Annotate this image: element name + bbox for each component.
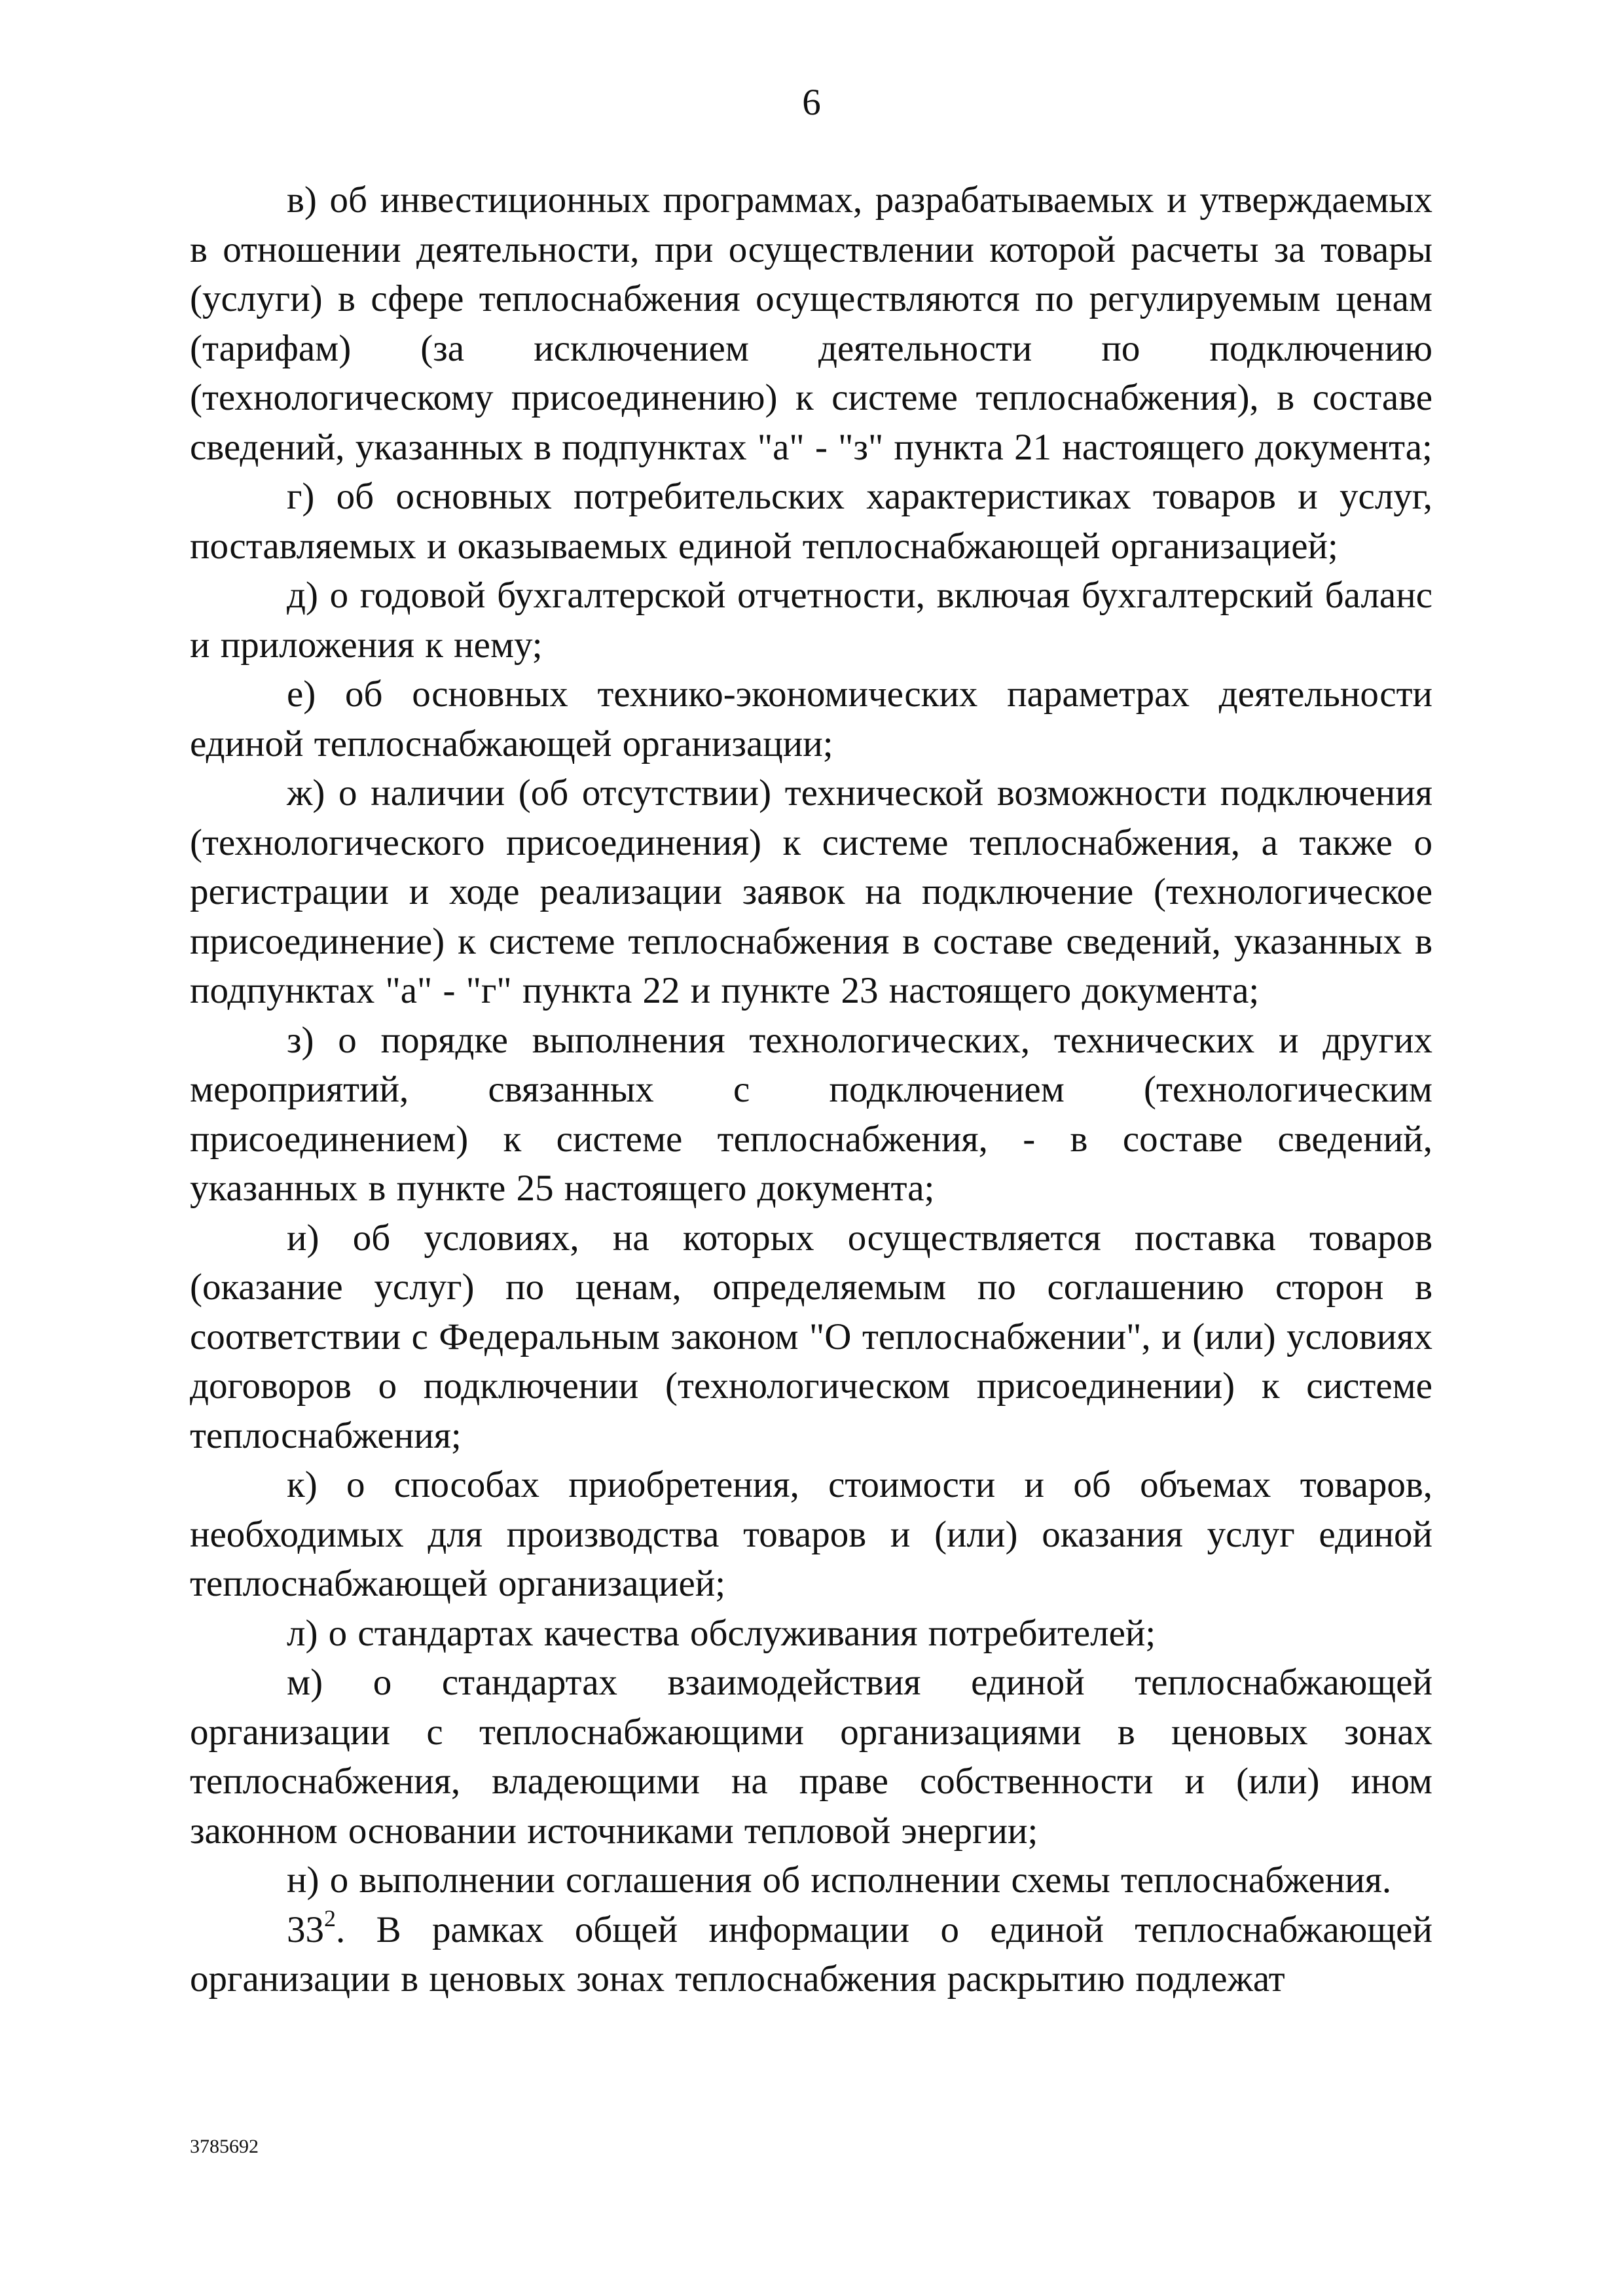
clause-text: . В рамках общей информации о единой теплоснабжающей организации в ценовых зонах теплоснабжения раскрытию подлежат [190, 1909, 1432, 2000]
page-number: 6 [802, 82, 821, 123]
paragraph-33-2 [190, 1905, 1432, 2004]
document-body [190, 175, 1432, 2004]
paragraph-zh: ж) о наличии (об отсутствии) технической возможности подключения (технологического присоединения) к системе теплоснабжения, а также о регистрации и ходе реализации заявок на подключение (технологическое присоединение) к системе теплоснабжения в составе сведений, указанных в подпунктах "а" - "г" пункта 22 и пункте 23 настоящего документа; [190, 772, 1432, 1011]
paragraph-z: з) о порядке выполнения технологических, технических и других мероприятий, связанных с подключением (технологическим присоединением) к системе теплоснабжения, - в составе сведений, указанных в пункте 25 настоящего документа; [190, 1019, 1432, 1209]
paragraph-i: и) об условиях, на которых осуществляется поставка товаров (оказание услуг) по ценам, определяемым по соглашению сторон в соответствии с Федеральным законом "О теплоснабжении", и (или) условиях договоров о подключении (технологическом присоединении) к системе теплоснабжения; [190, 1217, 1432, 1456]
paragraph-m: м) о стандартах взаимодействия единой теплоснабжающей организации с теплоснабжающими организациями в ценовых зонах теплоснабжения, владеющими на праве собственности и (или) ином законном основании источниками тепловой энергии; [190, 1662, 1432, 1852]
paragraph-d: д) о годовой бухгалтерской отчетности, включая бухгалтерский баланс и приложения к нему; [190, 575, 1432, 666]
clause-superscript: 2 [324, 1905, 336, 1931]
document-code: 3785692 [190, 2136, 259, 2157]
clause-number: 33 [287, 1909, 324, 1950]
paragraph-v: в) об инвестиционных программах, разрабатываемых и утверждаемых в отношении деятельности, при осуществлении которой расчеты за товары (услуги) в сфере теплоснабжения осуществляются по регулируемым ценам (тарифам) (за исключением деятельности по подключению (технологическому присоединению) к системе теплоснабжения), в составе сведений, указанных в подпунктах "а" - "з" пункта 21 настоящего документа; [190, 179, 1432, 468]
paragraph-k: к) о способах приобретения, стоимости и об объемах товаров, необходимых для производства товаров и (или) оказания услуг единой теплоснабжающей организацией; [190, 1464, 1432, 1604]
paragraph-e: е) об основных технико-экономических параметрах деятельности единой теплоснабжающей организации; [190, 673, 1432, 764]
paragraph-g: г) об основных потребительских характеристиках товаров и услуг, поставляемых и оказываемых единой теплоснабжающей организацией; [190, 476, 1432, 567]
paragraph-n: н) о выполнении соглашения об исполнении схемы теплоснабжения. [287, 1859, 1392, 1901]
paragraph-l: л) о стандартах качества обслуживания потребителей; [287, 1612, 1156, 1654]
